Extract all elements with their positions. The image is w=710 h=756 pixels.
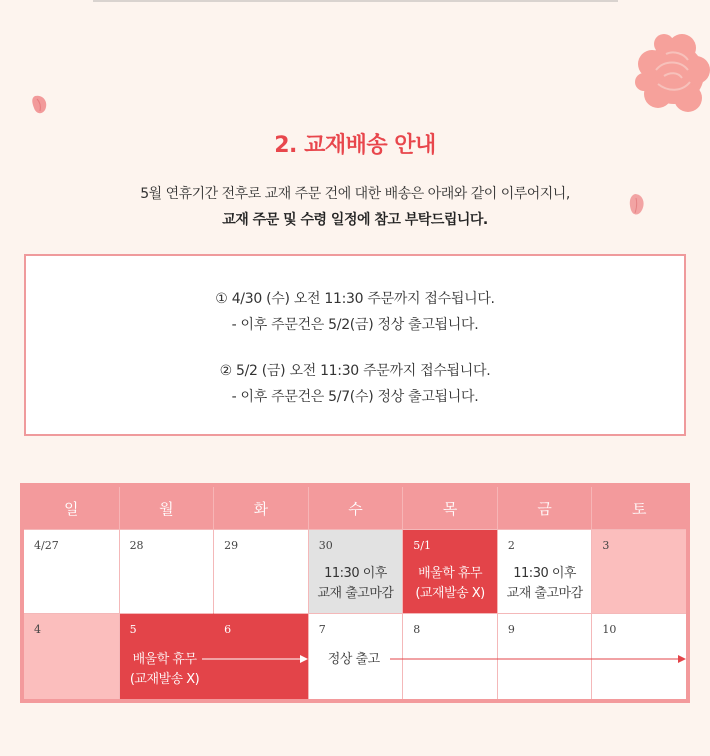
calendar-day-cell: [308, 613, 403, 699]
holiday-description: (교재발송 X): [415, 586, 485, 601]
weekday-header-tue: 화: [213, 487, 308, 529]
day-number: 8: [413, 623, 421, 636]
section-title: 2. 교재배송 안내: [274, 133, 436, 158]
holiday-label: 배울학 휴무: [418, 566, 483, 581]
schedule-calendar: [20, 483, 690, 703]
weekday-header-sun: 일: [24, 487, 119, 529]
day-number: 5: [129, 623, 137, 636]
calendar-day-cell-weekend: [591, 529, 686, 613]
calendar-grid: [24, 487, 686, 699]
cutoff-time-label: 11:30 이후: [513, 566, 576, 581]
top-divider: [93, 0, 618, 2]
calendar-day-cell-holiday: [213, 613, 308, 699]
calendar-day-cell: [213, 529, 308, 613]
section-description-bold: 교재 주문 및 수령 일정에 참고 부탁드립니다.: [222, 212, 488, 228]
weekday-header-wed: 수: [308, 487, 403, 529]
notice-item-2: ② 5/2 (금) 오전 11:30 주문까지 접수됩니다.: [219, 363, 491, 379]
calendar-day-cell: [497, 613, 592, 699]
day-number: 6: [224, 623, 232, 636]
calendar-day-cell: [119, 529, 214, 613]
day-number: 4/27: [34, 539, 59, 552]
notice-box: [24, 254, 686, 436]
section-description: 5월 연휴기간 전후로 교재 주문 건에 대한 배송은 아래와 같이 이루어지니,: [140, 186, 570, 202]
normal-shipping-label: 정상 출고: [327, 652, 380, 667]
weekday-header-sat: 토: [591, 487, 686, 529]
cutoff-description: 교재 출고마감: [506, 586, 583, 601]
holiday-description: (교재발송 X): [129, 672, 200, 687]
calendar-day-cell-holiday: [119, 613, 214, 699]
day-number: 2: [507, 539, 515, 552]
carnation-flower-icon: [634, 30, 710, 118]
weekday-header-mon: 월: [119, 487, 214, 529]
calendar-day-cell-cutoff: [308, 529, 403, 613]
day-number: 28: [129, 539, 144, 552]
day-number: 30: [318, 539, 333, 552]
holiday-label: 배울학 휴무: [132, 652, 197, 667]
cutoff-time-label: 11:30 이후: [324, 566, 387, 581]
calendar-day-cell: [591, 613, 686, 699]
calendar-day-cell: [24, 529, 119, 613]
day-number: 10: [602, 623, 617, 636]
day-number: 5/1: [413, 539, 431, 552]
calendar-day-cell-cutoff: [497, 529, 592, 613]
day-number: 3: [602, 539, 610, 552]
calendar-day-cell: [402, 613, 497, 699]
day-number: 4: [34, 623, 41, 636]
cutoff-description: 교재 출고마감: [317, 586, 394, 601]
day-number: 9: [507, 623, 515, 636]
petal-icon: [31, 94, 51, 116]
calendar-day-cell-holiday: [402, 529, 497, 613]
weekday-header-thu: 목: [402, 487, 497, 529]
day-number: 29: [224, 539, 239, 552]
notice-item-1-sub: - 이후 주문건은 5/2(금) 정상 출고됩니다.: [231, 317, 479, 333]
notice-item-2-sub: - 이후 주문건은 5/7(수) 정상 출고됩니다.: [231, 389, 479, 405]
weekday-header-fri: 금: [497, 487, 592, 529]
day-number: 7: [318, 623, 326, 636]
notice-item-1: ① 4/30 (수) 오전 11:30 주문까지 접수됩니다.: [215, 291, 495, 307]
